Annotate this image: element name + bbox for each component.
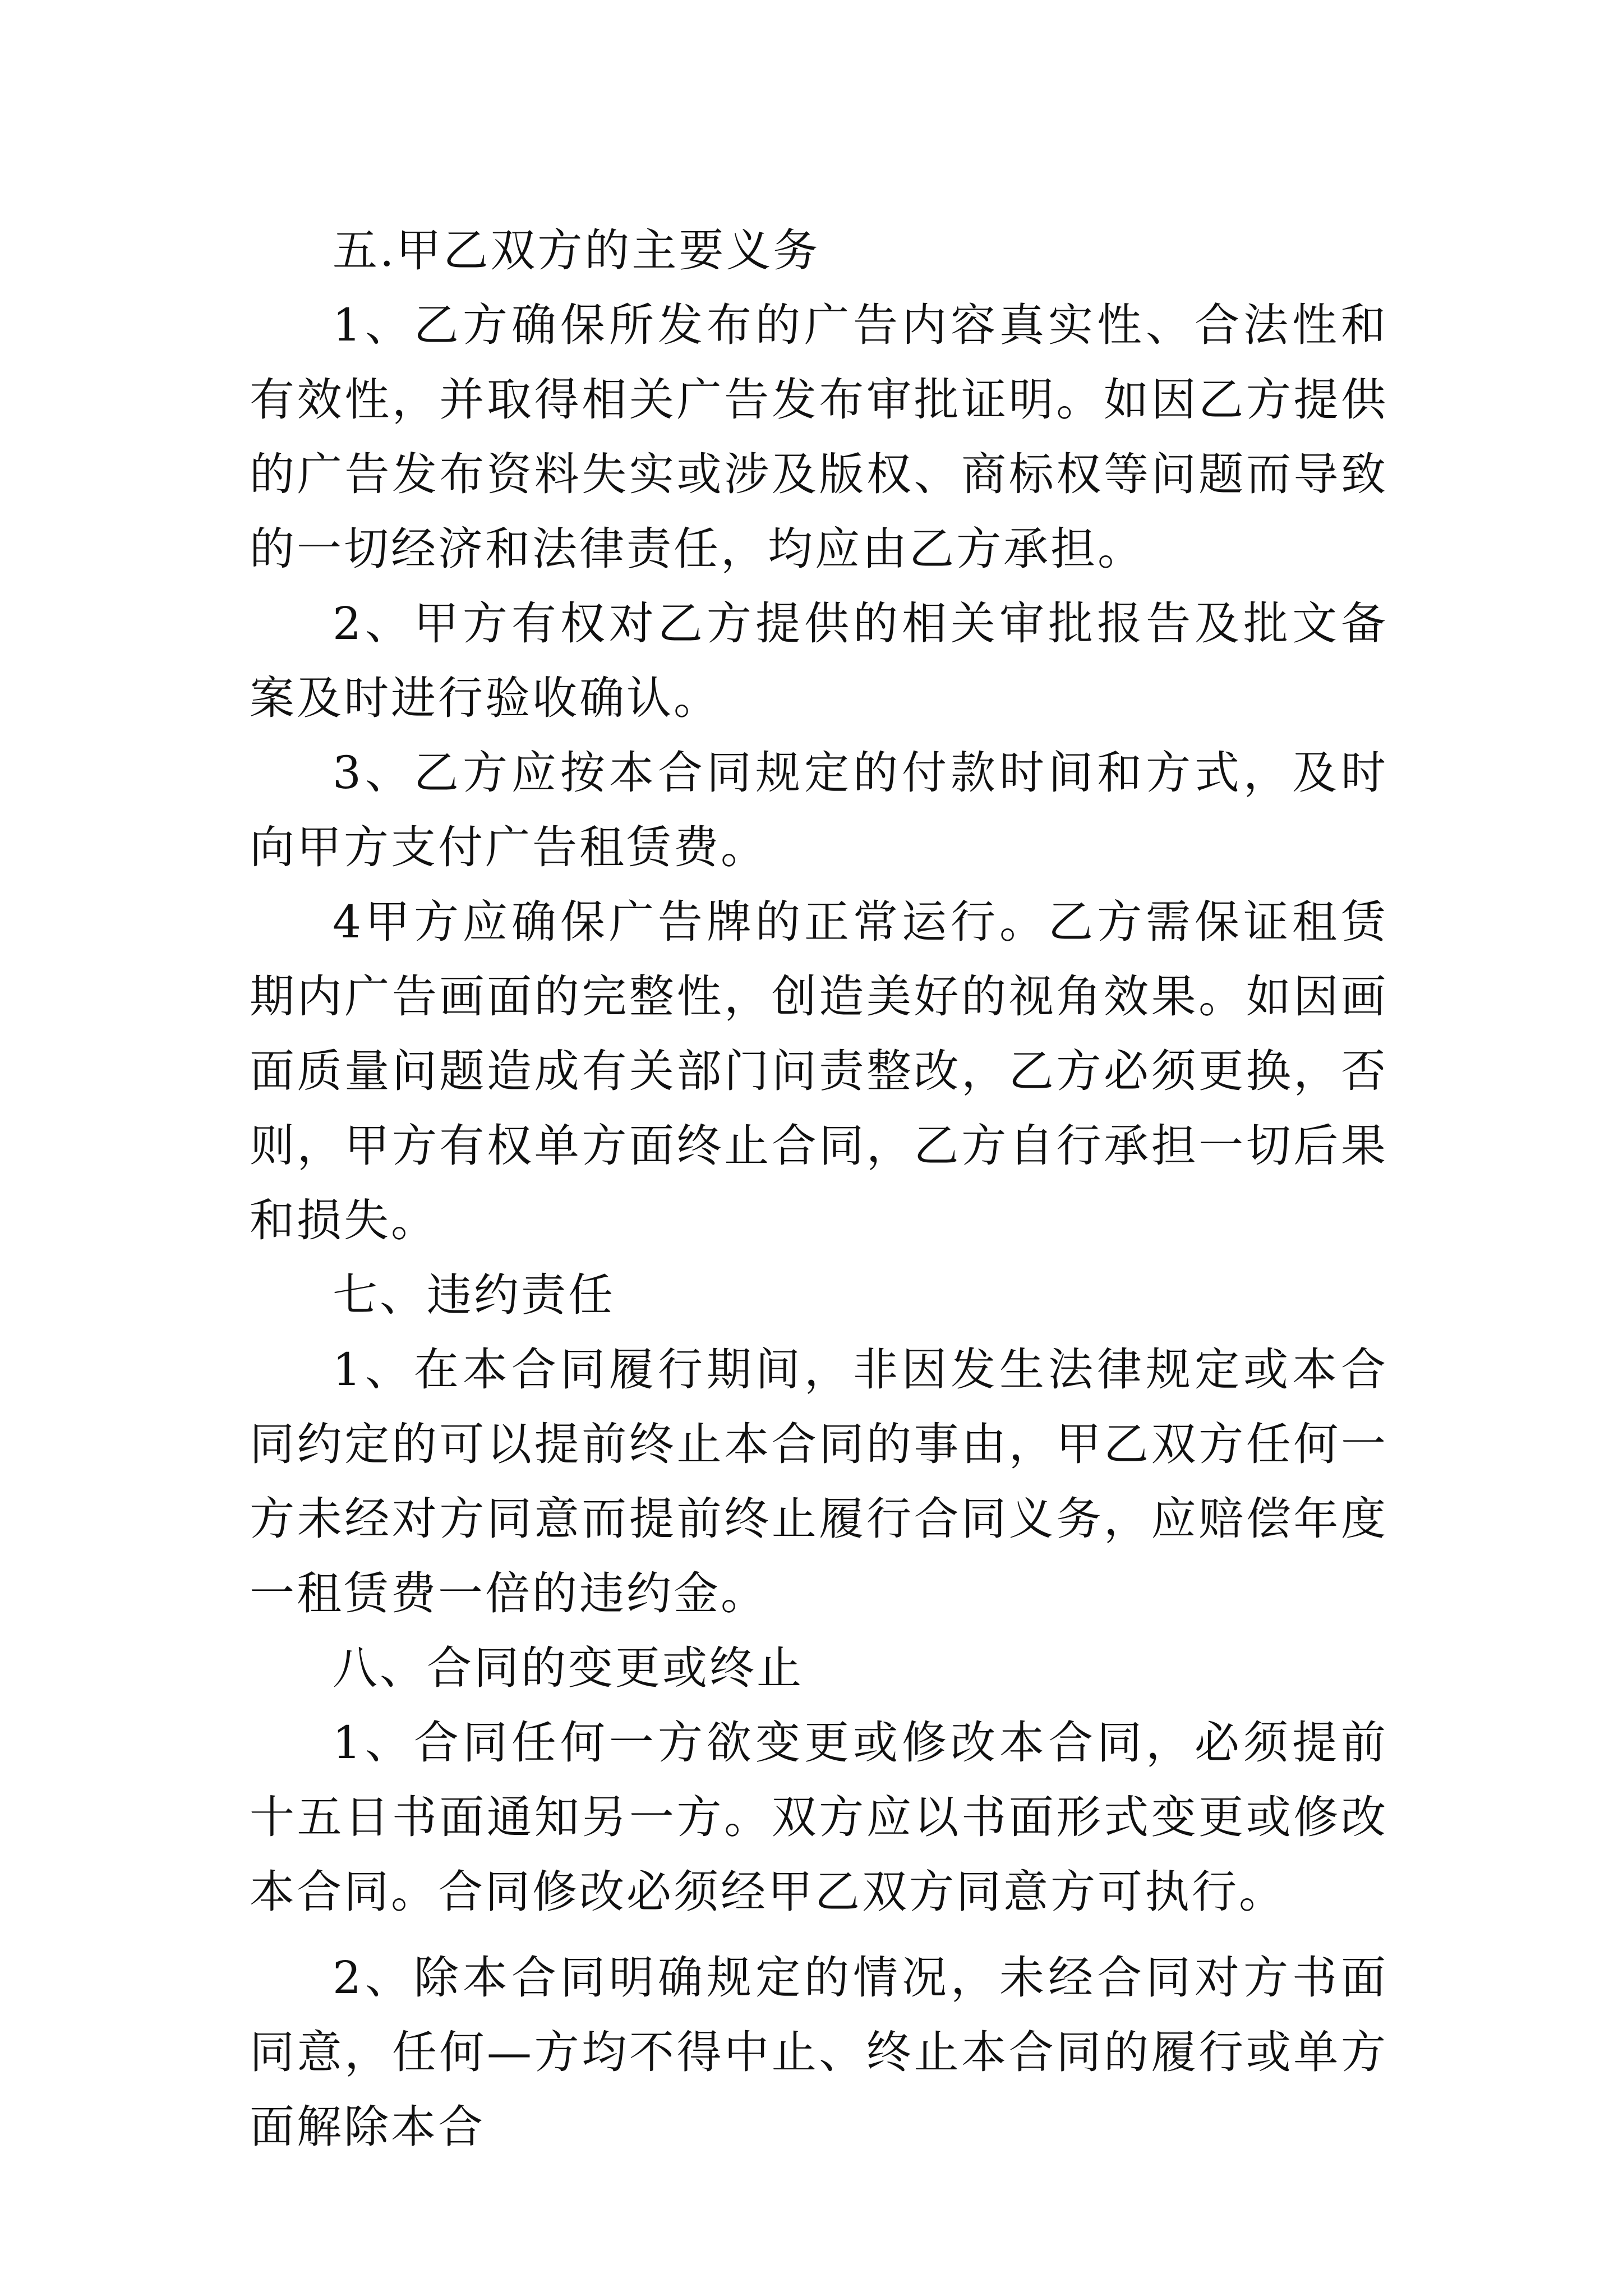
paragraph: 2、除本合同明确规定的情况，未经合同对方书面同意，任何—方均不得中止、终止本合同的履行或单方面解除本合 [250, 1952, 1388, 2153]
paragraph: 1、在本合同履行期间，非因发生法律规定或本合同约定的可以提前终止本合同的事由，甲乙双方任何一方未经对方同意而提前终止履行合同义务，应赔偿年度一租赁费一倍的违约金。 [250, 1343, 1388, 1619]
section-heading-obligations: 五.甲乙双方的主要义务 [333, 224, 820, 277]
document-body [250, 213, 1388, 2164]
paragraph: 1、合同任何一方欲变更或修改本合同，必须提前十五日书面通知另一方。双方应以书面形式变更或修改本合同。合同修改必须经甲乙双方同意方可执行。 [250, 1717, 1388, 1918]
paragraph: 2、甲方有权对乙方提供的相关审批报告及批文备案及时进行验收确认。 [250, 597, 1388, 724]
paragraph: 4甲方应确保广告牌的正常运行。乙方需保证租赁期内广告画面的完整性，创造美好的视角效果。如因画面质量问题造成有关部门问责整改，乙方必须更换，否则，甲方有权单方面终止合同，乙方自行承担一切后果和损失。 [250, 896, 1388, 1246]
paragraph: 1、乙方确保所发布的广告内容真实性、合法性和有效性，并取得相关广告发布审批证明。如因乙方提供的广告发布资料失实或涉及版权、商标权等问题而导致的一切经济和法律责任，均应由乙方承担。 [250, 299, 1388, 575]
paragraph: 3、乙方应按本合同规定的付款时间和方式，及时向甲方支付广告租赁费。 [250, 747, 1388, 873]
section-heading-liability: 七、违约责任 [333, 1269, 615, 1321]
section-heading-amendment: 八、合同的变更或终止 [333, 1642, 804, 1694]
